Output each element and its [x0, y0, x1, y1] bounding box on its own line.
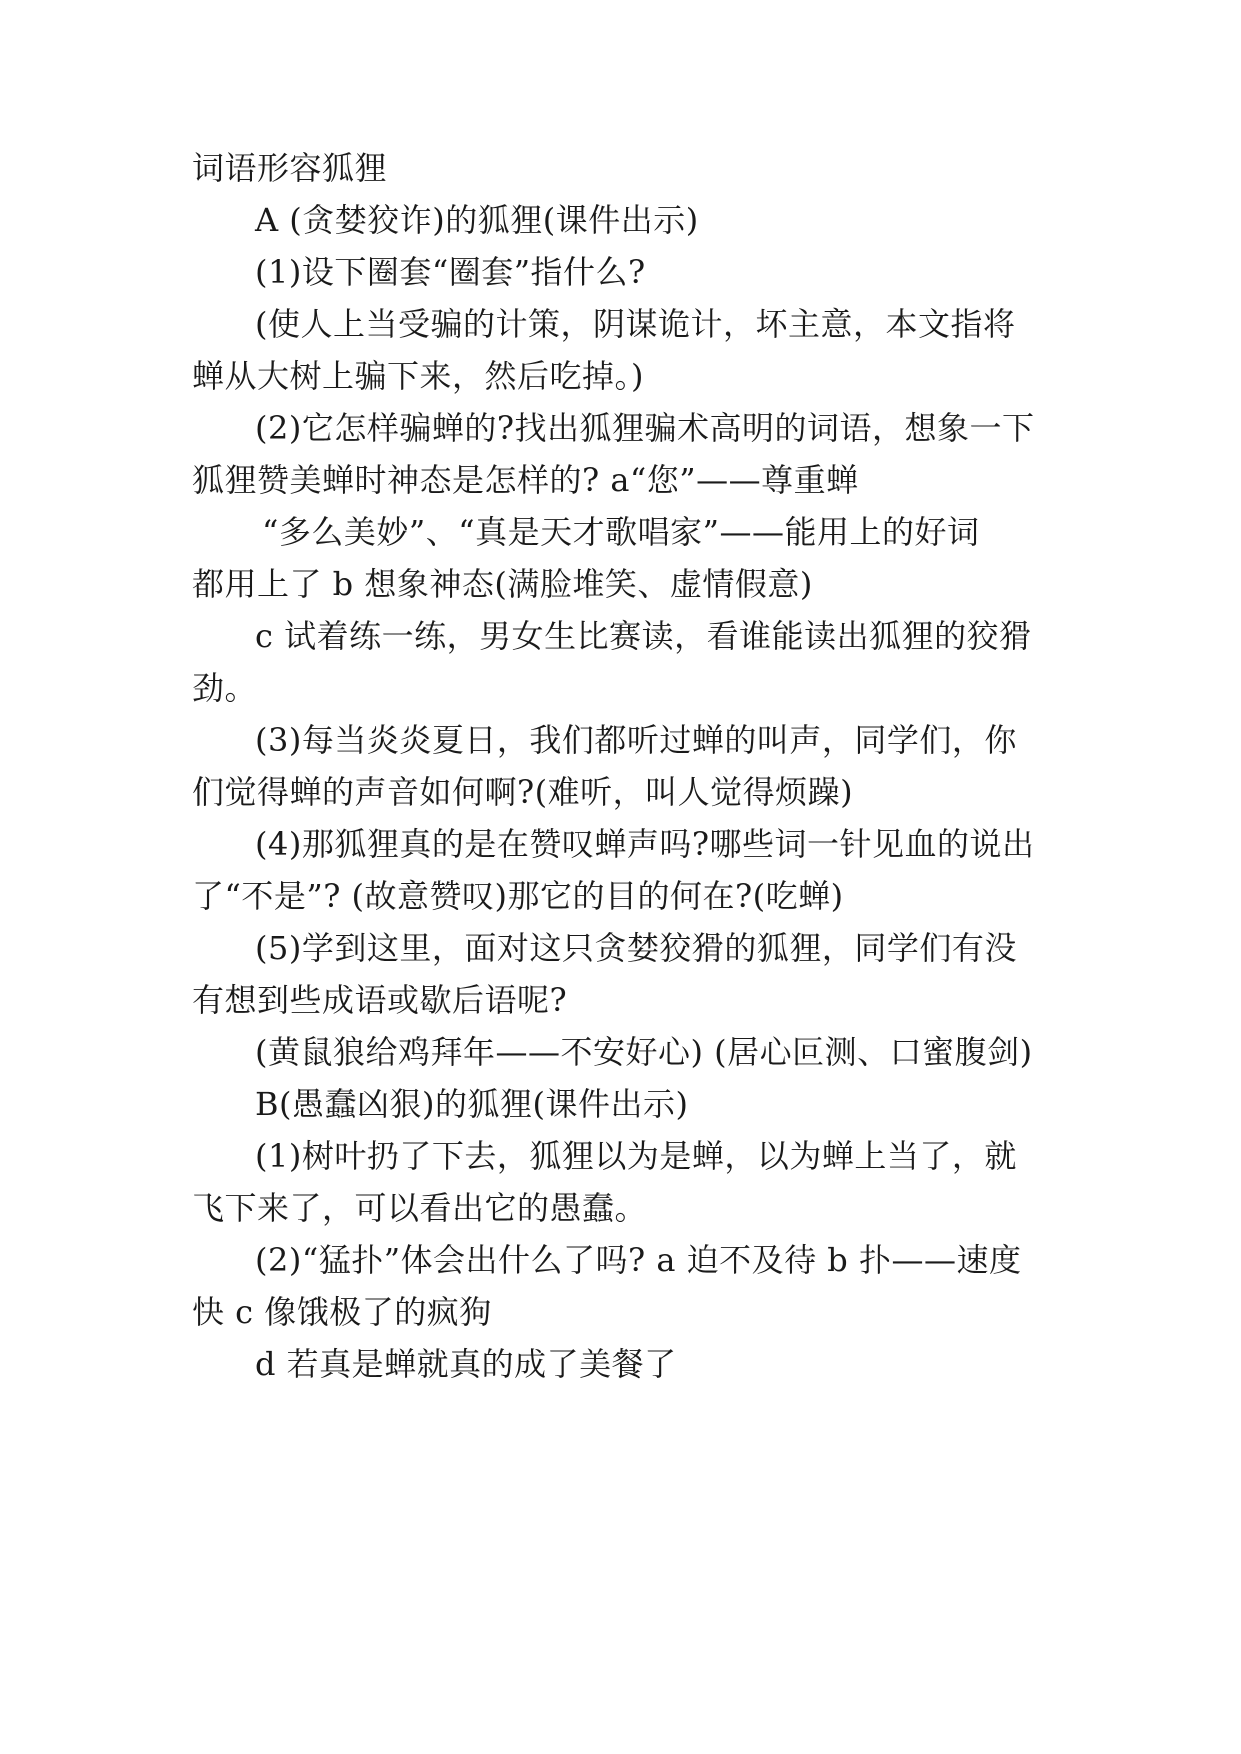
text-line: A (贪婪狡诈)的狐狸(课件出示) — [255, 201, 699, 239]
text-line: (黄鼠狼给鸡拜年——不安好心) (居心叵测、口蜜腹剑) — [255, 1033, 1033, 1071]
text-line: 们觉得蝉的声音如何啊?(难听，叫人觉得烦躁) — [192, 773, 854, 811]
text-line: (1)设下圈套“圈套”指什么? — [255, 253, 646, 291]
text-line: 狐狸赞美蝉时神态是怎样的? a“您”——尊重蝉 — [192, 461, 859, 499]
text-line: 都用上了 b 想象神态(满脸堆笑、虚情假意) — [192, 565, 813, 603]
text-line: 蝉从大树上骗下来，然后吃掉。) — [192, 357, 644, 395]
text-line: (3)每当炎炎夏日，我们都听过蝉的叫声，同学们，你 — [255, 721, 1017, 759]
text-line: (2)它怎样骗蝉的?找出狐狸骗术高明的词语，想象一下 — [255, 409, 1035, 447]
text-line: 了“不是”? (故意赞叹)那它的目的何在?(吃蝉) — [192, 877, 844, 915]
text-line: 快 c 像饿极了的疯狗 — [192, 1293, 492, 1331]
text-line: (2)“猛扑”体会出什么了吗? a 迫不及待 b 扑——速度 — [255, 1241, 1022, 1279]
text-line: (5)学到这里，面对这只贪婪狡猾的狐狸，同学们有没 — [255, 929, 1017, 967]
heading-line: 词语形容狐狸 — [192, 149, 388, 187]
text-line: (1)树叶扔了下去，狐狸以为是蝉，以为蝉上当了，就 — [255, 1137, 1017, 1175]
text-line: 有想到些成语或歇后语呢? — [192, 981, 568, 1019]
text-line: (使人上当受骗的计策，阴谋诡计，坏主意，本文指将 — [255, 305, 1016, 343]
text-line: “多么美妙”、“真是天才歌唱家”——能用上的好词 — [262, 513, 980, 551]
text-line: d 若真是蝉就真的成了美餐了 — [255, 1345, 677, 1383]
text-line: 劲。 — [192, 669, 258, 707]
text-line: (4)那狐狸真的是在赞叹蝉声吗?哪些词一针见血的说出 — [255, 825, 1035, 863]
text-line: 飞下来了，可以看出它的愚蠢。 — [192, 1189, 648, 1227]
text-line: c 试着练一练，男女生比赛读，看谁能读出狐狸的狡猾 — [255, 617, 1032, 655]
text-line: B(愚蠢凶狠)的狐狸(课件出示) — [255, 1085, 689, 1123]
